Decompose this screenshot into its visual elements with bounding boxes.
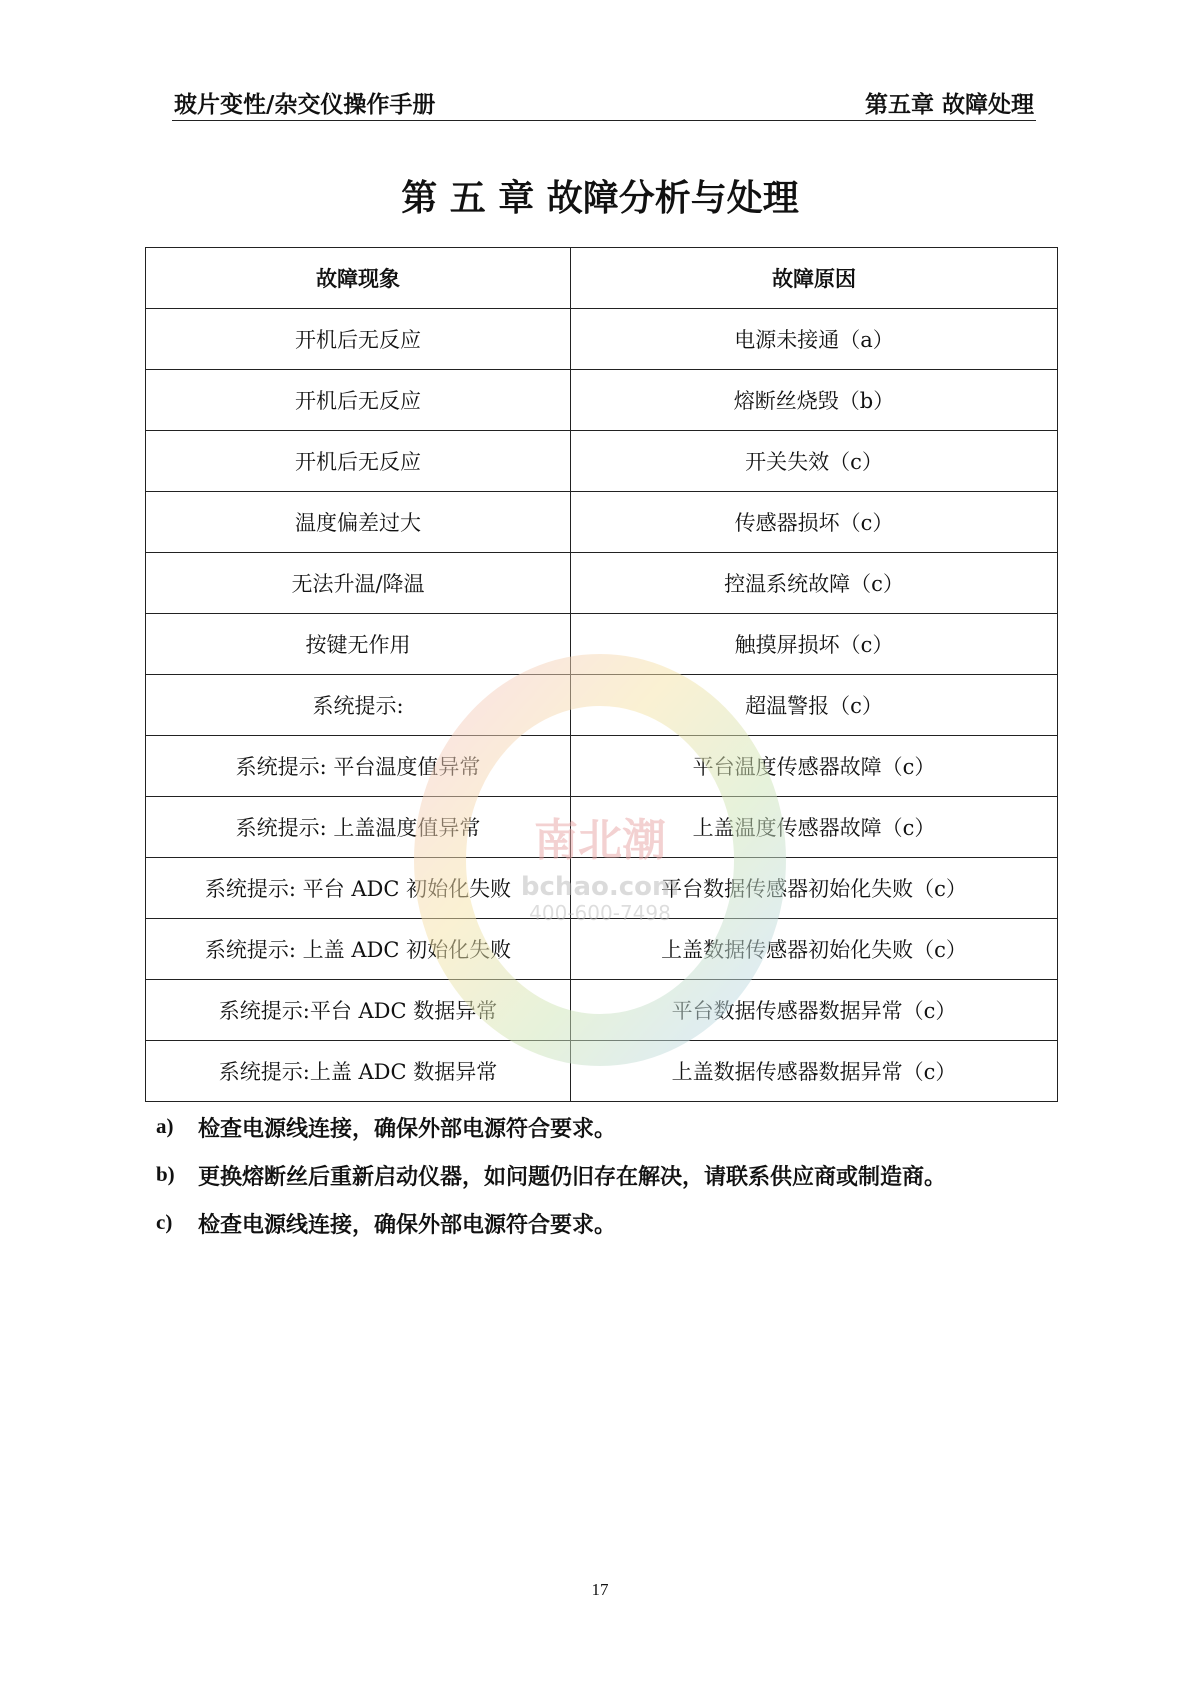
table-row bbox=[146, 980, 1058, 1041]
table-row bbox=[146, 492, 1058, 553]
symptom-cell: 开机后无反应 bbox=[146, 431, 571, 492]
table-header-row bbox=[146, 248, 1058, 309]
table-row bbox=[146, 736, 1058, 797]
note-marker: b) bbox=[156, 1162, 175, 1186]
cause-cell: 控温系统故障（c） bbox=[571, 553, 1058, 614]
table-row bbox=[146, 675, 1058, 736]
table-row bbox=[146, 553, 1058, 614]
note-marker: a) bbox=[156, 1114, 174, 1138]
cause-cell: 电源未接通（a） bbox=[571, 309, 1058, 370]
note-text: 检查电源线连接，确保外部电源符合要求。 bbox=[198, 1117, 617, 1142]
running-header bbox=[172, 86, 1036, 121]
chapter-label: 第五章 故障处理 bbox=[864, 92, 1034, 118]
table-row bbox=[146, 919, 1058, 980]
cause-cell: 平台温度传感器故障（c） bbox=[571, 736, 1058, 797]
symptom-cell: 系统提示:平台 ADC 数据异常 bbox=[146, 980, 571, 1041]
cause-cell: 熔断丝烧毁（b） bbox=[571, 370, 1058, 431]
watermark-phone: 400-600-7498 bbox=[529, 901, 671, 925]
cause-cell: 上盖数据传感器数据异常（c） bbox=[571, 1041, 1058, 1102]
list-item bbox=[156, 1160, 1036, 1208]
table-row bbox=[146, 797, 1058, 858]
table-row bbox=[146, 309, 1058, 370]
watermark-site: bchao.com bbox=[520, 872, 680, 902]
manual-title: 玻片变性/杂交仪操作手册 bbox=[174, 92, 436, 118]
list-item bbox=[156, 1208, 1036, 1256]
fault-table bbox=[145, 247, 1058, 1102]
cause-cell: 上盖数据传感器初始化失败（c） bbox=[571, 919, 1058, 980]
symptom-cell: 系统提示:上盖 ADC 数据异常 bbox=[146, 1041, 571, 1102]
table-row bbox=[146, 858, 1058, 919]
symptom-cell: 系统提示: 上盖 ADC 初始化失败 bbox=[146, 919, 571, 980]
cause-cell: 传感器损坏（c） bbox=[571, 492, 1058, 553]
symptom-cell: 系统提示: 上盖温度值异常 bbox=[146, 797, 571, 858]
note-marker: c) bbox=[156, 1210, 173, 1234]
table-row bbox=[146, 614, 1058, 675]
table-row bbox=[146, 370, 1058, 431]
page-number: 17 bbox=[591, 1580, 609, 1599]
cause-cell: 超温警报（c） bbox=[571, 675, 1058, 736]
cause-cell: 上盖温度传感器故障（c） bbox=[571, 797, 1058, 858]
table-row bbox=[146, 1041, 1058, 1102]
column-header-symptom: 故障现象 bbox=[146, 248, 571, 309]
cause-cell: 平台数据传感器初始化失败（c） bbox=[571, 858, 1058, 919]
watermark-brand: 南北潮 bbox=[534, 815, 666, 866]
cause-cell: 平台数据传感器数据异常（c） bbox=[571, 980, 1058, 1041]
notes-list bbox=[156, 1112, 1036, 1256]
cause-cell: 开关失效（c） bbox=[571, 431, 1058, 492]
symptom-cell: 无法升温/降温 bbox=[146, 553, 571, 614]
note-text: 检查电源线连接，确保外部电源符合要求。 bbox=[198, 1213, 617, 1238]
note-text: 更换熔断丝后重新启动仪器，如问题仍旧存在解决，请联系供应商或制造商。 bbox=[198, 1165, 947, 1190]
chapter-title: 第 五 章 故障分析与处理 bbox=[401, 178, 799, 219]
symptom-cell: 按键无作用 bbox=[146, 614, 571, 675]
column-header-cause: 故障原因 bbox=[571, 248, 1058, 309]
symptom-cell: 开机后无反应 bbox=[146, 370, 571, 431]
symptom-cell: 系统提示: 平台温度值异常 bbox=[146, 736, 571, 797]
symptom-cell: 温度偏差过大 bbox=[146, 492, 571, 553]
cause-cell: 触摸屏损坏（c） bbox=[571, 614, 1058, 675]
symptom-cell: 系统提示: 平台 ADC 初始化失败 bbox=[146, 858, 571, 919]
table-row bbox=[146, 431, 1058, 492]
list-item bbox=[156, 1112, 1036, 1160]
symptom-cell: 开机后无反应 bbox=[146, 309, 571, 370]
symptom-cell: 系统提示: bbox=[146, 675, 571, 736]
